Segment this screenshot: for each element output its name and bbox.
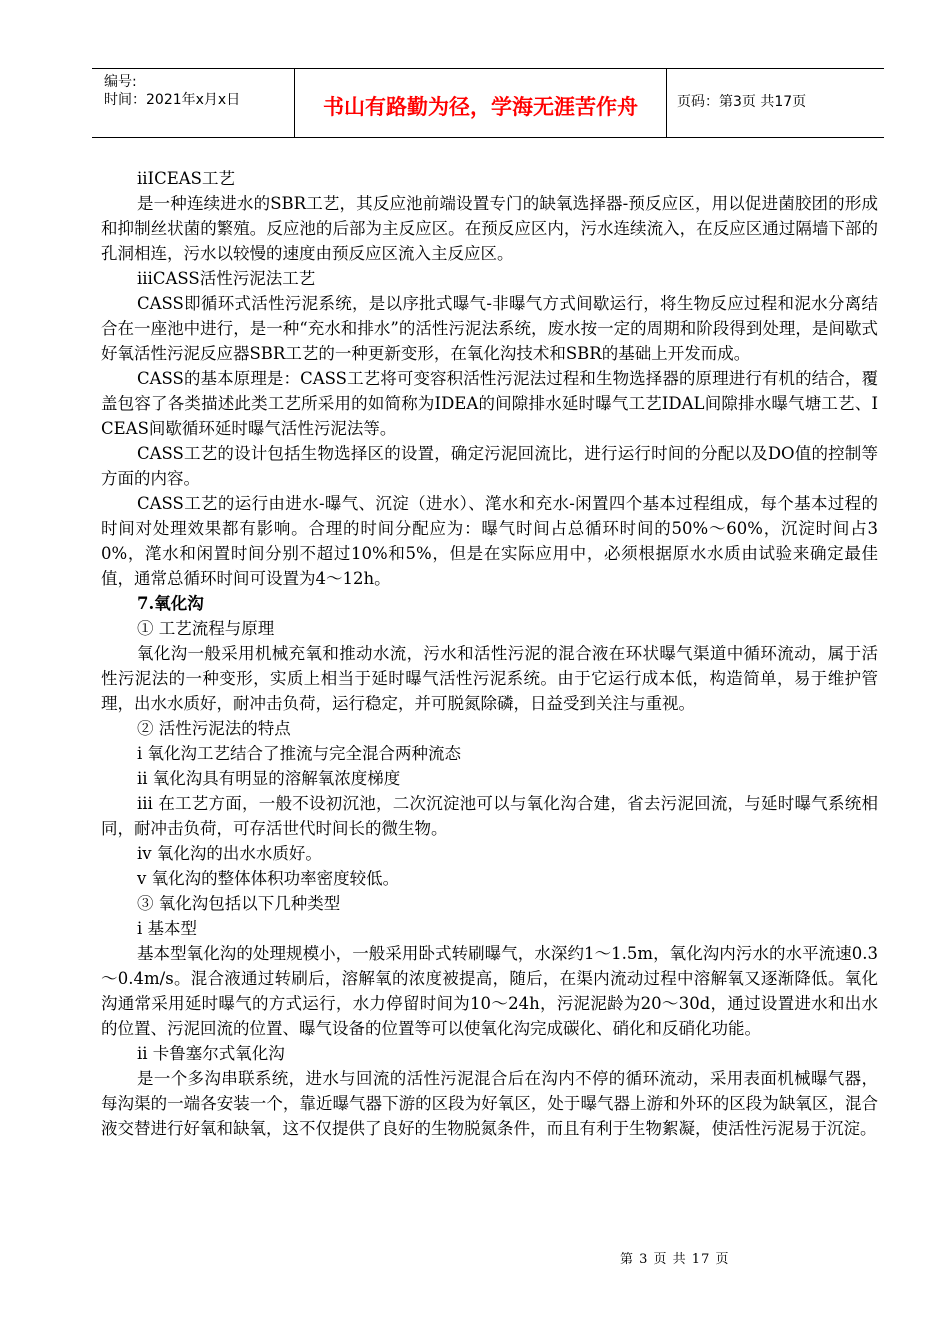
feature-item: ii 氧化沟具有明显的溶解氧浓度梯度 [137, 769, 401, 788]
paragraph-cass-operation: CASS工艺的运行由进水-曝气、沉淀（进水）、滗水和充水-闲置四个基本过程组成，每个基本过程的时间对处理效果都有影响。合理的时间分配应为：曝气时间占总循环时间的50%～60%，沉淀时间占30%，滗水和闲置时间分别不超过10%和5%，但是在实际应用中，必须根据原水水质由试验来确定最佳值，通常总循环时间可设置为4～12h。 [101, 494, 878, 588]
feature-item: i 氧化沟工艺结合了推流与完全混合两种流态 [137, 744, 462, 763]
type-heading-basic: i 基本型 [137, 919, 198, 938]
subheading-process-flow: ① 工艺流程与原理 [137, 619, 275, 638]
page-footer-number: 第 3 页 共 17 页 [620, 1252, 730, 1267]
paragraph-iceas: 是一种连续进水的SBR工艺，其反应池前端设置专门的缺氧选择器-预反应区，用以促进菌胶团的形成和抑制丝状菌的繁殖。反应池的后部为主反应区。在预反应区内，污水连续流入，在反应区通过隔墙下部的孔洞相连，污水以较慢的速度由预反应区流入主反应区。 [101, 194, 878, 263]
header-motto: 书山有路勤为径，学海无涯苦作舟 [323, 95, 638, 119]
document-time-label: 时间：2021年x月x日 [104, 92, 241, 108]
header-page-label: 页码：第3页 共17页 [677, 94, 807, 110]
header-motto-cell [294, 69, 667, 137]
feature-item: iii 在工艺方面，一般不设初沉池，二次沉淀池可以与氧化沟合建，省去污泥回流，与延时曝气系统相同，耐冲击负荷，可存活世代时间长的微生物。 [101, 794, 878, 838]
subheading-features: ② 活性污泥法的特点 [137, 719, 291, 738]
section-heading-iceas: iiICEAS工艺 [137, 169, 235, 188]
paragraph-basic-type: 基本型氧化沟的处理规模小，一般采用卧式转刷曝气，水深约1～1.5m，氧化沟内污水的水平流速0.3～0.4m/s。混合液通过转刷后，溶解氧的浓度被提高，随后，在渠内流动过程中溶解氧又逐渐降低。氧化沟通常采用延时曝气的方式运行，水力停留时间为10～24h，污泥泥龄为20～30d，通过设置进水和出水的位置、污泥回流的位置、曝气设备的位置等可以使氧化沟完成碳化、硝化和反硝化功能。 [101, 944, 878, 1038]
type-heading-carrousel: ii 卡鲁塞尔式氧化沟 [137, 1044, 285, 1063]
document-number-label: 编号: [104, 74, 137, 90]
feature-item: iv 氧化沟的出水水质好。 [137, 844, 322, 863]
paragraph-cass-design: CASS工艺的设计包括生物选择区的设置，确定污泥回流比，进行运行时间的分配以及DO值的控制等方面的内容。 [101, 444, 878, 488]
paragraph-carrousel: 是一个多沟串联系统，进水与回流的活性污泥混合后在沟内不停的循环流动，采用表面机械曝气器，每沟渠的一端各安装一个，靠近曝气器下游的区段为好氧区，处于曝气器上游和外环的区段为缺氧区，混合液交替进行好氧和缺氧，这不仅提供了良好的生物脱氮条件，而且有利于生物絮凝，使活性污泥易于沉淀。 [101, 1069, 878, 1138]
section-heading-cass: iiiCASS活性污泥法工艺 [137, 269, 316, 288]
header-meta-cell [92, 69, 294, 137]
document-body [101, 166, 878, 1141]
subheading-types: ③ 氧化沟包括以下几种类型 [137, 894, 341, 913]
section-heading-oxidation-ditch: 7.氧化沟 [137, 594, 204, 613]
feature-item: v 氧化沟的整体体积功率密度较低。 [137, 869, 400, 888]
paragraph-cass-intro: CASS即循环式活性污泥系统，是以序批式曝气-非曝气方式间歇运行，将生物反应过程和泥水分离结合在一座池中进行，是一种“充水和排水”的活性污泥法系统，废水按一定的周期和阶段得到处理，是间歇式好氧活性污泥反应器SBR工艺的一种更新变形，在氧化沟技术和SBR的基础上开发而成。 [101, 294, 878, 363]
header-page-cell [667, 69, 884, 137]
paragraph-cass-principle: CASS的基本原理是：CASS工艺将可变容积活性污泥法过程和生物选择器的原理进行有机的结合，覆盖包容了各类描述此类工艺所采用的如简称为IDEA的间隙排水延时曝气工艺IDAL间隙排水曝气塘工艺、ICEAS间歇循环延时曝气活性污泥法等。 [101, 369, 878, 438]
page-header [92, 68, 884, 138]
paragraph-oxidation-ditch: 氧化沟一般采用机械充氧和推动水流，污水和活性污泥的混合液在环状曝气渠道中循环流动，属于活性污泥法的一种变形，实质上相当于延时曝气活性污泥系统。由于它运行成本低，构造简单，易于维护管理，出水水质好，耐冲击负荷，运行稳定，并可脱氮除磷，日益受到关注与重视。 [101, 644, 878, 713]
